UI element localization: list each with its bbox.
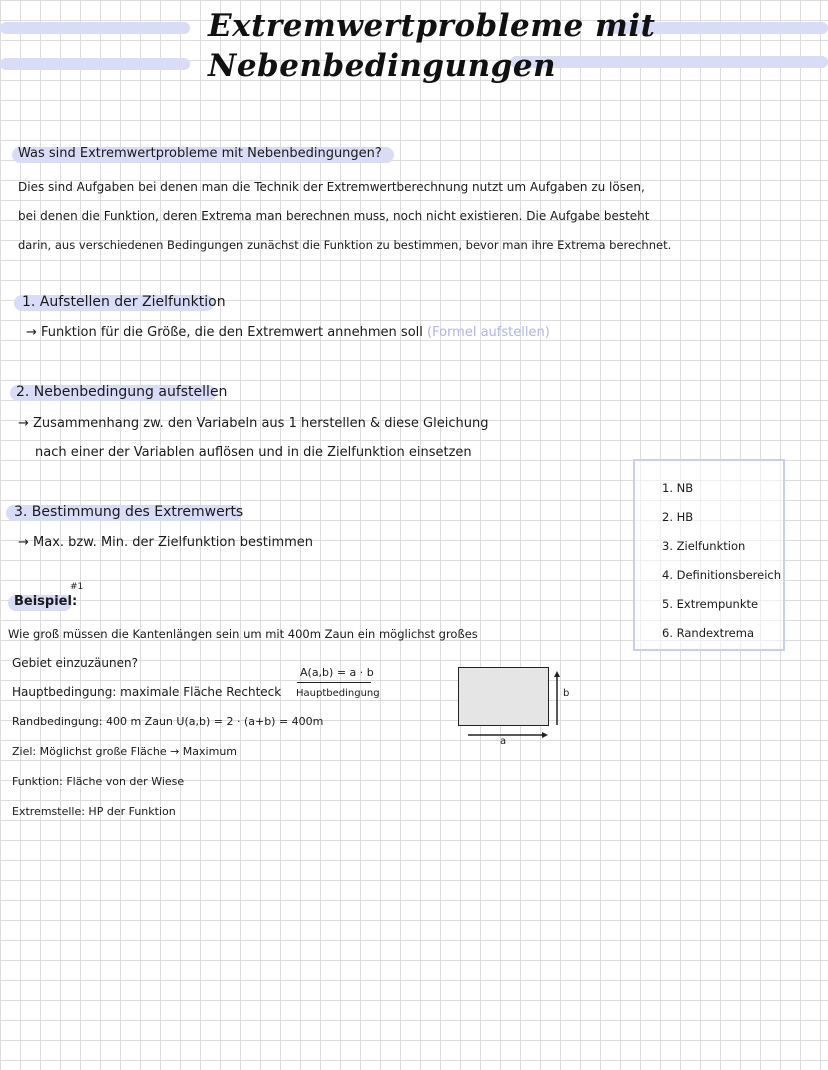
formula-underline [297, 682, 371, 683]
example-formula-caption: Hauptbedingung [296, 688, 380, 699]
summary-item-hb: 2. HB [662, 510, 694, 524]
example-rb: Randbedingung: 400 m Zaun U(a,b) = 2 · (a+b) = 400m [12, 715, 324, 728]
step3-heading: 3. Bestimmung des Extremwerts [14, 504, 244, 520]
step1-hint: (Formel aufstellen) [427, 325, 550, 340]
title-deco-bar-right-bottom [510, 56, 828, 68]
example-heading: Beispiel: [14, 594, 78, 609]
step2-line-1: → Zusammenhang zw. den Variabeln aus 1 herstellen & diese Gleichung [18, 416, 489, 431]
diagram-label-a: a [500, 736, 507, 747]
example-ziel: Ziel: Möglichst große Fläche → Maximum [12, 745, 238, 758]
summary-box [633, 459, 785, 651]
step1-heading: 1. Aufstellen der Zielfunktion [22, 294, 226, 310]
intro-line-3: darin, aus verschiedenen Bedingungen zunächst die Funktion zu bestimmen, bevor man ihre Extrema berechnet. [18, 238, 672, 252]
diagram-label-b: b [563, 688, 570, 699]
example-extremstelle: Extremstelle: HP der Funktion [12, 805, 176, 818]
summary-item-definitionsbereich: 4. Definitionsbereich [662, 568, 782, 582]
step2-line-2: nach einer der Variablen auflösen und in die Zielfunktion einsetzen [35, 445, 472, 460]
step2-heading: 2. Nebenbedingung aufstellen [16, 384, 228, 400]
example-mark: #1 [70, 582, 84, 592]
summary-item-randextrema: 6. Randextrema [662, 626, 754, 640]
summary-item-extrempunkte: 5. Extrempunkte [662, 597, 759, 611]
example-hb: Hauptbedingung: maximale Fläche Rechteck [12, 685, 282, 699]
title-deco-bar-left-bottom [0, 58, 190, 70]
example-formula: A(a,b) = a · b [300, 666, 374, 679]
step1-text-main: → Funktion für die Größe, die den Extremwert annehmen soll [26, 325, 423, 340]
page-title-line-2: Nebenbedingungen [208, 48, 557, 84]
rectangle-arrows [455, 665, 570, 750]
example-funktion: Funktion: Fläche von der Wiese [12, 775, 185, 788]
summary-item-zielfunktion: 3. Zielfunktion [662, 539, 746, 553]
intro-question: Was sind Extremwertprobleme mit Nebenbedingungen? [18, 146, 382, 161]
title-deco-bar-left-top [0, 22, 190, 34]
step3-text: → Max. bzw. Min. der Zielfunktion bestimmen [18, 535, 314, 550]
step1-text [26, 325, 550, 340]
summary-item-nb: 1. NB [662, 481, 694, 495]
example-question-line-2: Gebiet einzuzäunen? [12, 656, 138, 670]
intro-line-2: bei denen die Funktion, deren Extrema man berechnen muss, noch nicht existieren. Die Aufgabe besteht [18, 209, 650, 223]
arrow-a-head [542, 732, 548, 738]
example-question-line-1: Wie groß müssen die Kantenlängen sein um mit 400m Zaun ein möglichst großes [8, 627, 478, 641]
page-title-line-1: Extremwertprobleme mit [208, 8, 656, 44]
arrow-b-head [554, 671, 560, 677]
intro-line-1: Dies sind Aufgaben bei denen man die Technik der Extremwertberechnung nutzt um Aufgaben zu lösen, [18, 180, 645, 194]
